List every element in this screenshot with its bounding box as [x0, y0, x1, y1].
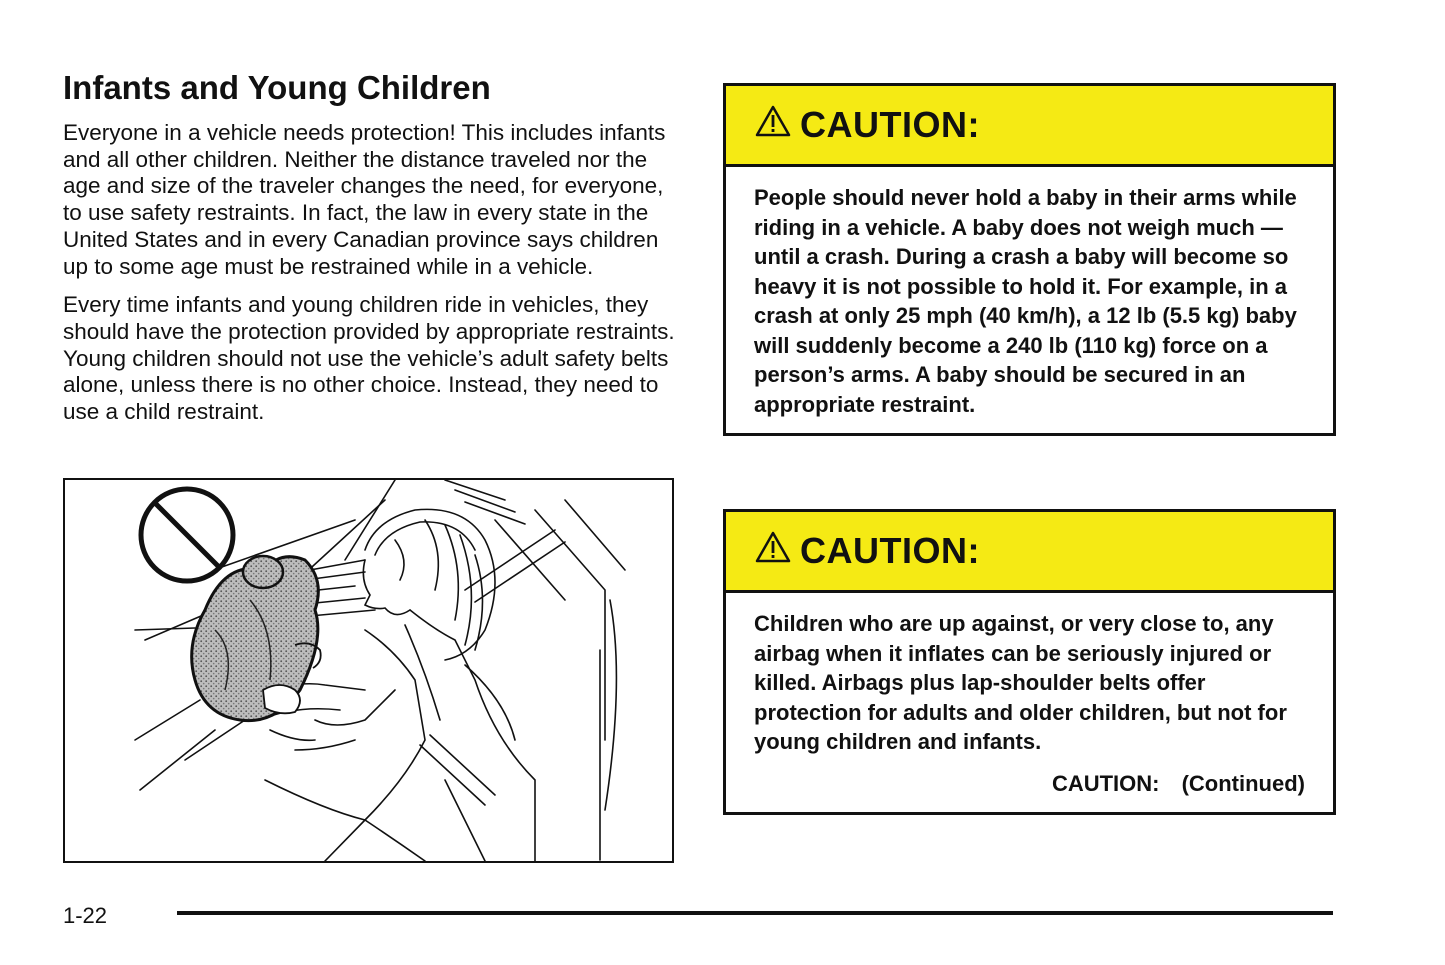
- warning-triangle-icon: [754, 530, 792, 564]
- caution-text: People should never hold a baby in their arms while riding in a vehicle. A baby does not weigh much — until a crash. During a crash a baby will become so heavy it is not possible to hold it. For example, in a crash at only 25 mph (40 km/h), a 12 lb (5.5 kg) baby will suddenly become a 240 lb (110 kg) force on a person’s arms. A baby should be secured in an appropriate restraint.: [754, 185, 1297, 417]
- footer-divider: [177, 911, 1333, 915]
- caution-heading: CAUTION:: [800, 104, 980, 145]
- caution-header: [726, 86, 1333, 167]
- caution-continued-label: CAUTION: (Continued): [1051, 770, 1305, 796]
- caution-header: [726, 512, 1333, 593]
- illustration-figure: [63, 478, 674, 863]
- prohibited-sign-icon: [141, 489, 233, 581]
- caution-box-holding-baby: [723, 83, 1336, 436]
- caution-box-airbag: [723, 509, 1336, 815]
- section-title: Infants and Young Children: [63, 69, 491, 106]
- warning-triangle-icon: [754, 104, 792, 138]
- caution-body-text: Children who are up against, or very close to, any airbag when it inflates can be seriously injured or killed. Airbags plus lap-shoulder belts offer protection for adults and older children, but not for young children and infants.: [754, 611, 1287, 754]
- caution-heading: CAUTION:: [800, 530, 980, 571]
- left-column: [63, 68, 675, 438]
- restraint-paragraph: Every time infants and young children ride in vehicles, they should have the protection provided by appropriate restraints. Young children should not use the vehicle’s adult safety belts alone, unless there is no other choice. Instead, they need to use a child restraint.: [63, 292, 675, 425]
- intro-paragraph: Everyone in a vehicle needs protection! This includes infants and all other children. Neither the distance traveled nor the age and size of the traveler changes the need, for everyone, to use safety restraints. In fact, the law in every state in the United States and in every Canadian province says children up to some age must be restrained while in a vehicle.: [63, 120, 666, 279]
- caution-text: [726, 593, 1333, 812]
- page-number: 1-22: [63, 903, 108, 928]
